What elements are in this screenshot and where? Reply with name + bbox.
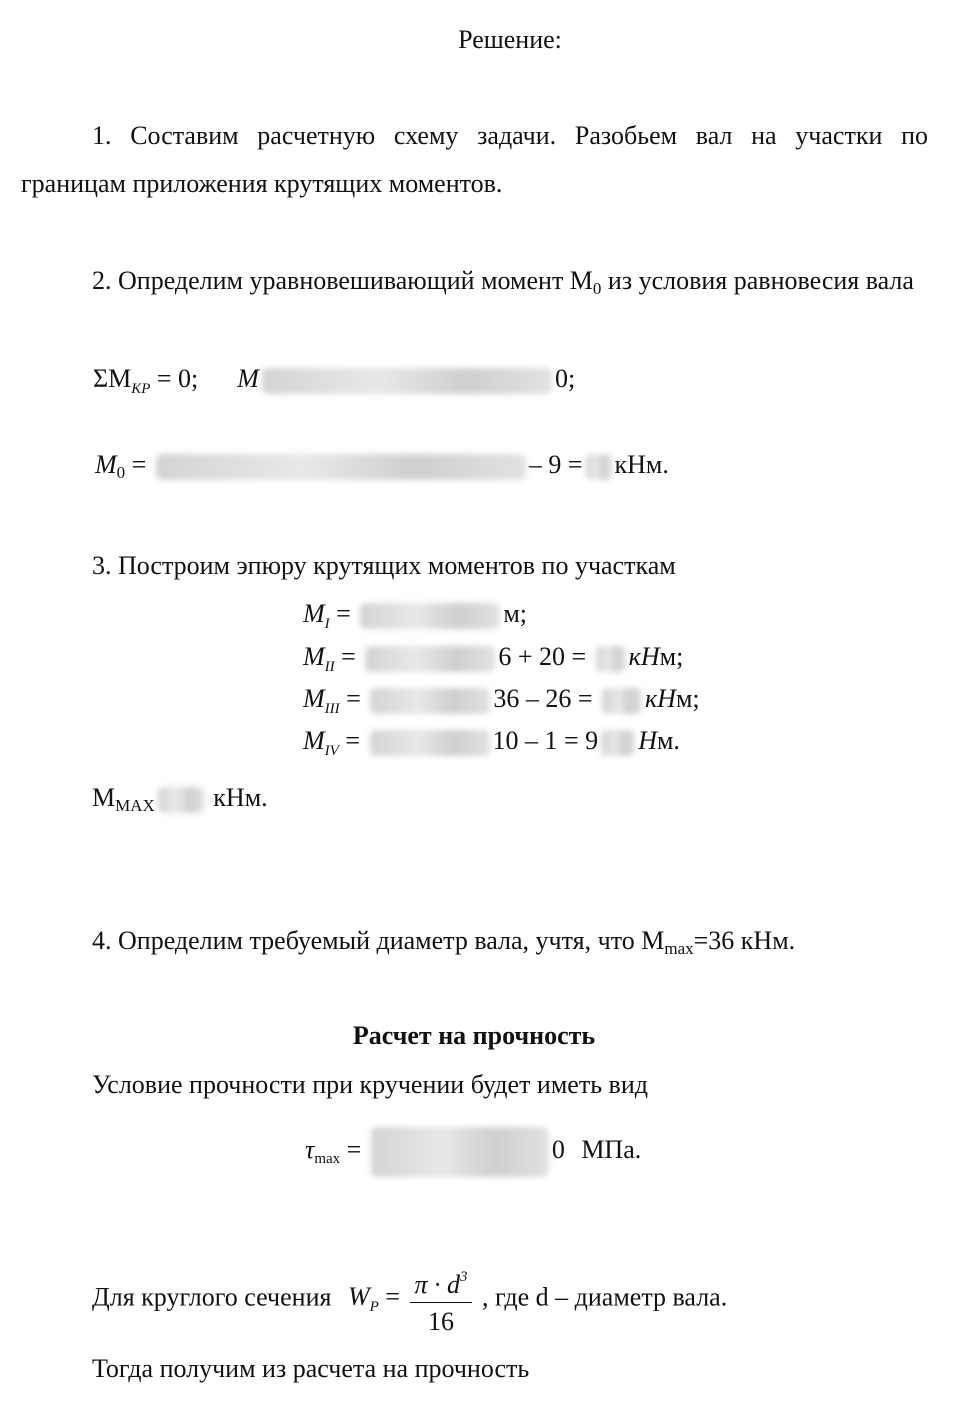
equilibrium-equation [93,362,575,406]
blurred-region [596,646,626,672]
blurred-region [370,688,490,714]
moment-sub: III [324,701,340,717]
wp-symbol: W [347,1282,370,1312]
moment-symbol: M [303,684,325,713]
step-4-sub: max [664,939,694,958]
moment-eq: = [329,599,358,628]
blurred-region [602,688,642,714]
eq1-zero: = 0; [150,364,199,393]
moment-tail: 10 – 1 = 9 [492,726,599,755]
tau-unit: МПа. [581,1135,642,1164]
step-2-subscript: 0 [592,279,602,298]
wp-denominator: 16 [427,1307,454,1336]
moment-sub: IV [324,743,339,759]
moment-eq: = [338,726,367,755]
moment-row [303,597,527,641]
circle-suffix: , где d – диаметр вала. [482,1282,728,1312]
circle-section-line [92,1262,727,1342]
tau-sub: max [314,1151,341,1167]
blurred-region [360,603,500,629]
moment-symbol: M [303,642,325,671]
mmax-unit: кНм. [206,783,268,812]
moment-tail: м; [503,599,528,628]
page-title: Решение: [458,25,562,54]
step-4-tail: =36 кНм. [693,926,796,955]
step-2-text: 2. Определим уравновешивающий момент М [92,266,593,295]
blurred-region [370,730,490,756]
eq1-lhs: ΣM [93,364,132,393]
moment-row [303,682,700,726]
moment-sub: I [324,616,330,632]
moment-unit: Н [638,726,657,755]
mmax-sub: МАХ [115,796,155,815]
strength-condition-text: Условие прочности при кручении будет иметь вид [92,1070,648,1099]
step-2-tail: из условия равновесия вала [601,266,914,295]
step-4-text: 4. Определим требуемый диаметр вала, учтя, что М [92,926,665,955]
moment-unit-2: м; [659,642,684,671]
mmax-label: М [92,783,116,812]
eq2-lhs: M [95,450,117,479]
blurred-region [158,787,204,813]
blurred-region [371,1127,549,1177]
eq1-m: M [237,364,259,393]
wp-fraction [410,1262,471,1337]
moment-row [303,724,680,768]
moment-unit-2: м. [656,726,680,755]
final-line: Тогда получим из расчета на прочность [92,1354,530,1383]
moment-unit-2: м; [675,684,700,713]
blurred-region [262,368,552,394]
blurred-region [156,454,526,480]
tau-tail: 0 [551,1135,565,1164]
step-3-paragraph: 3. Построим эпюру крутящих моментов по участкам [92,551,676,580]
moment-tail: 36 – 26 = [493,684,600,713]
eq1-tail: 0; [554,364,576,393]
blurred-region [601,730,635,756]
eq2-unit: кНм. [614,450,669,479]
circle-prefix: Для круглого сечения [92,1282,332,1312]
eq2-lhs-sub: 0 [116,463,126,482]
blurred-region [365,646,495,672]
moment-tail: 6 + 20 = [498,642,593,671]
m0-equation [95,448,669,490]
moment-unit: кН [645,684,676,713]
eq1-lhs-sub: КР [131,381,151,397]
eq2-eq: = [125,450,153,479]
mmax-line [92,782,268,822]
blurred-region [586,454,612,480]
moment-symbol: M [303,599,325,628]
step-4-paragraph [92,925,795,965]
moment-sub: II [324,659,335,675]
tau-symbol: τ [305,1135,315,1164]
eq2-mid: – 9 = [528,450,583,479]
section-heading: Расчет на прочность [352,1021,596,1050]
moment-unit: кН [628,642,660,671]
moment-eq: = [334,642,363,671]
tau-eq: = [340,1135,368,1164]
wp-numerator: $\pi \cdot d^3$ [410,1262,471,1303]
wp-sub: P [369,1299,379,1316]
tau-equation [305,1120,641,1189]
wp-eq: = [378,1282,407,1312]
moment-row [303,640,683,684]
step-2-paragraph [21,257,928,313]
moment-symbol: M [303,726,325,755]
moment-eq: = [339,684,368,713]
step-1-paragraph: 1. Составим расчетную схему задачи. Разобьем вал на участки по границам приложения крутящих моментов. [21,121,928,198]
